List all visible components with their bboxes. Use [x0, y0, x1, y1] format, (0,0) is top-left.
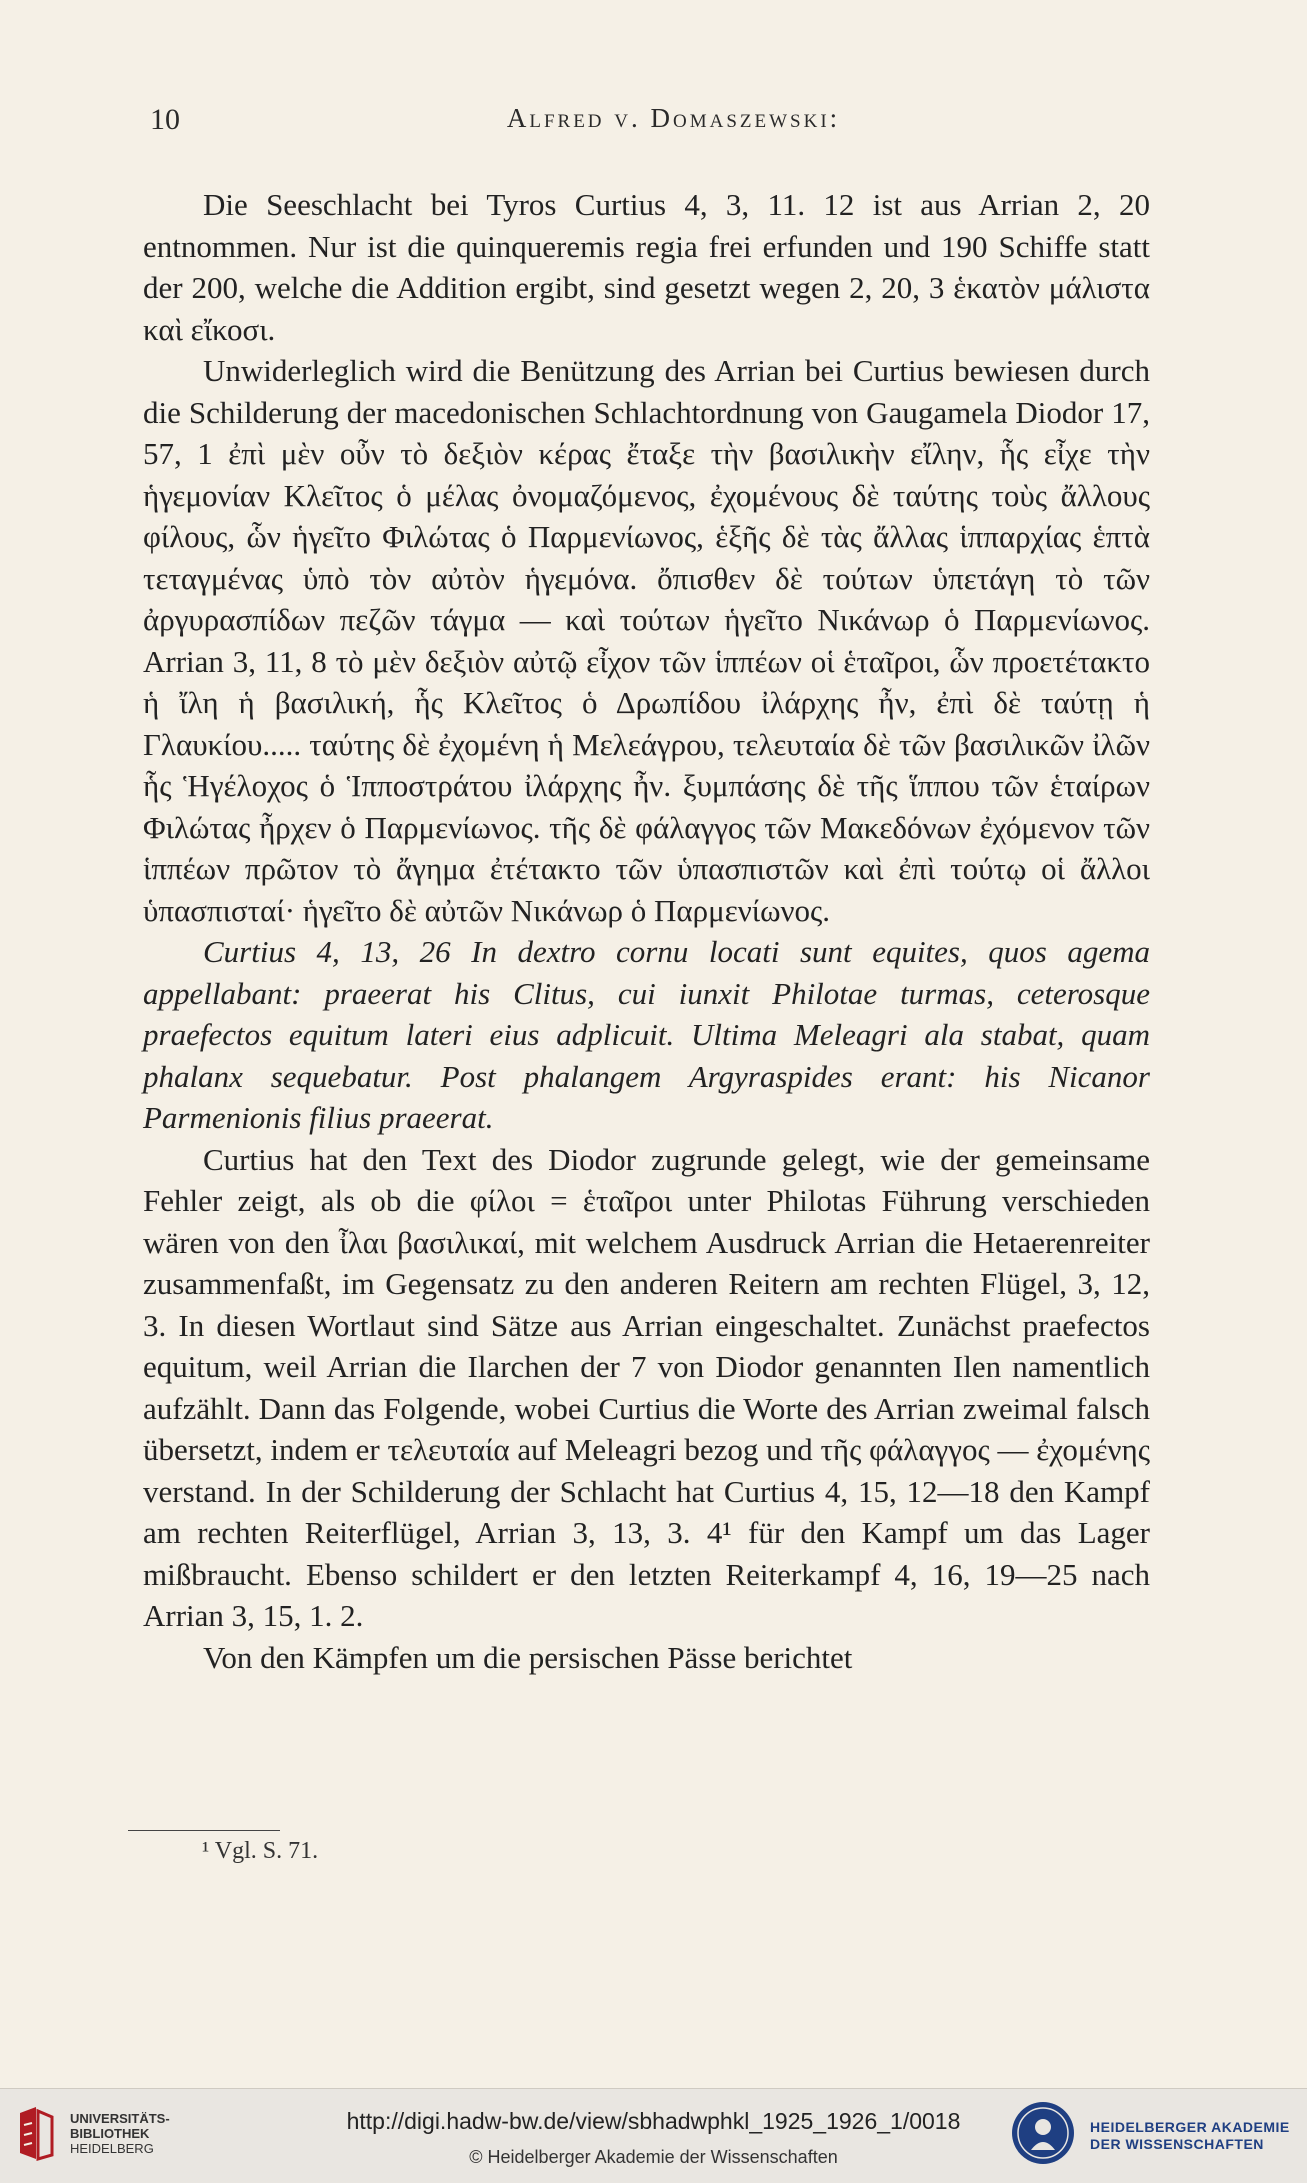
paragraph-analysis: Curtius hat den Text des Diodor zugrunde gelegt, wie der gemeinsame Fehler zeigt, als ob die φίλοι = ἑταῖροι unter Philotas Führung verschieden wären von den ἶλαι βασιλικαί, mit welchem Ausdruck Arrian die Hetaerenreiter zusammenfaßt, im Gegensatz zu den anderen Reitern am rechten Flügel, 3, 12, 3. In diesen Wortlaut sind Sätze aus Arrian eingeschaltet. Zunächst praefectos equitum, weil Arrian die Ilarchen der 7 von Diodor genannten Ilen namentlich aufzählt. Dann das Folgende, wobei Curtius die Worte des Arrian zweimal falsch übersetzt, indem er τελευταία auf Meleagri bezog und τῆς φάλαγγος — ἐχομένης verstand. In der Schilderung der Schlacht hat Curtius 4, 15, 12—18 den Kampf am rechten Reiterflügel, Arrian 3, 13, 3. 4¹ für den Kampf um das Lager mißbraucht. Ebenso schildert er den letzten Reiterkampf 4, 16, 19—25 nach Arrian 3, 15, 1. 2.	[143, 1141, 1150, 1633]
academy-name: HEIDELBERGER AKADEMIE DER WISSENSCHAFTEN	[1090, 2119, 1290, 2152]
paragraph-curtius-quote: Curtius 4, 13, 26 In dextro cornu locati sunt equites, quos agema appellabant: praeerat his Clitus, cui iunxit Philotae turmas, ceterosque praefectos equitum lateri eius adplicuit. Ultima Meleagri ala stabat, quam phalanx sequebatur. Post phalangem Argyraspides erant: his Nicanor Parmenionis filius praeerat.	[143, 934, 1150, 1135]
page-header	[150, 103, 1197, 143]
body-text	[143, 184, 1150, 1678]
paragraph-tyros: Die Seeschlacht bei Tyros Curtius 4, 3, 11. 12 ist aus Arrian 2, 20 entnommen. Nur ist die quinqueremis regia frei erfunden und 190 Schiffe statt der 200, welche die Addition ergibt, sind gesetzt wegen 2, 20, 3 ἑκατὸν μάλιστα καὶ εἴκοσι.	[143, 187, 1150, 347]
footnote-rule	[128, 1830, 280, 1831]
copyright-notice: © Heidelberger Akademie der Wissenschaften	[469, 2147, 838, 2167]
academy-seal-icon	[1010, 2100, 1076, 2166]
footnote: ¹ Vgl. S. 71.	[202, 1838, 319, 1864]
permalink-url[interactable]: http://digi.hadw-bw.de/view/sbhadwphkl_1925_1926_1/0018	[346, 2108, 961, 2134]
running-head: Alfred v. Domaszewski:	[506, 103, 841, 133]
paragraph-gaugamela: Unwiderleglich wird die Benützung des Arrian bei Curtius bewiesen durch die Schilderung der macedonischen Schlachtordnung von Gaugamela Diodor 17, 57, 1 ἐπὶ μὲν οὖν τὸ δεξιὸν κέρας ἔταξε τὴν βασιλικὴν εἴλην, ἧς εἶχε τὴν ἡγεμονίαν Κλεῖτος ὁ μέλας ὀνομαζόμενος, ἐχομένους δὲ ταύτης τοὺς ἄλλους φίλους, ὧν ἡγεῖτο Φιλώτας ὁ Παρμενίωνος, ἑξῆς δὲ τὰς ἄλλας ἱππαρχίας ἑπτὰ τεταγμένας ὑπὸ τὸν αὐτὸν ἡγεμόνα. ὄπισθεν δὲ τούτων ὑπετάγη τὸ τῶν ἀργυρασπίδων πεζῶν τάγμα — καὶ τούτων ἡγεῖτο Νικάνωρ ὁ Παρμενίωνος. Arrian 3, 11, 8 τὸ μὲν δεξιὸν αὐτῷ εἶχον τῶν ἱππέων οἱ ἑταῖροι, ὧν προετέτακτο ἡ ἴλη ἡ βασιλική, ἧς Κλεῖτος ὁ Δρωπίδου ἰλάρχης ἦν, ἐπὶ δὲ ταύτῃ ἡ Γλαυκίου..... ταύτης δὲ ἐχομένη ἡ Μελεάγρου, τελευταία δὲ τῶν βασιλικῶν ἰλῶν ἧς Ἡγέλοχος ὁ Ἱπποστράτου ἰλάρχης ἦν. ξυμπάσης δὲ τῆς ἵππου τῶν ἑταίρων Φιλώτας ἦρχεν ὁ Παρμενίωνος. τῆς δὲ φάλαγγος τῶν Μακεδόνων ἐχόμενον τῶν ἱππέων πρῶτον τὸ ἄγημα ἐτέτακτο τῶν ὑπασπιστῶν καὶ ἐπὶ τούτῳ οἱ ἄλλοι ὑπασπισταί· ἡγεῖτο δὲ αὐτῶν Νικάνωρ ὁ Παρμενίωνος.	[143, 353, 1150, 928]
university-library-name: UNIVERSITÄTS- BIBLIOTHEK HEIDELBERG	[70, 2111, 170, 2156]
viewer-footer	[0, 2088, 1307, 2183]
paragraph-persian-passes: Von den Kämpfen um die persischen Pässe berichtet	[203, 1639, 853, 1675]
page-number: 10	[150, 103, 180, 136]
